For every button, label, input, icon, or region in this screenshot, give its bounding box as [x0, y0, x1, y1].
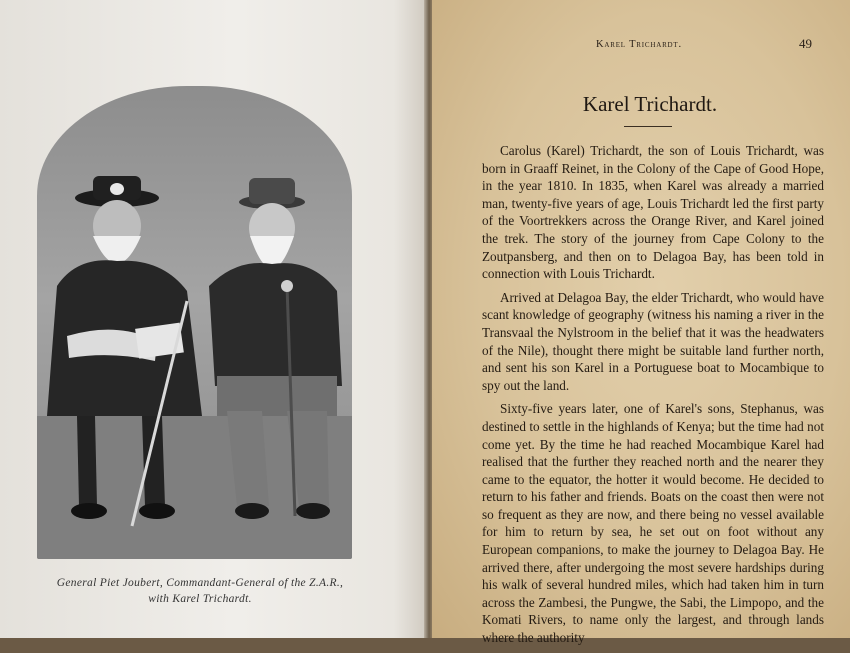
caption-line-1: General Piet Joubert, Commandant-General of the Z.A.R., — [56, 577, 344, 589]
caption-line-2: with Karel Trichardt. — [148, 593, 252, 605]
paragraph: Carolus (Karel) Trichardt, the son of Louis Trichardt, was born in Graaff Reinet, in the Colony of the Cape of Good Hope, in the year 1810. In 1835, when Karel was already a married man, twenty-five years of age, Louis Trichardt led the first party of the Voortrekkers across the Orange River, and Karel joined the trek. The story of the journey from Cape Colony to the Zoutpansberg, and then on to Delagoa Bay, has been told in connection with Louis Trichardt. — [482, 143, 824, 282]
page-number: 49 — [799, 36, 812, 51]
paragraph: Arrived at Delagoa Bay, the elder Trichardt, who would have scant knowledge of geography (witness his naming a river in the Transvaal the Nylstroom in the belief that it was the headwaters of the Nile), thought there might be suitable land further north, and sent his son Karel in a Portuguese boat to Mocambique to spy out the land. — [482, 289, 824, 393]
portrait-photograph — [37, 86, 352, 559]
paragraph: Sixty-five years later, one of Karel's sons, Stephanus, was destined to settle in the highlands of Kenya; but the time had not come yet. By the time he had reached Mocambique Karel had realised that the further they reached north and the nearer they came to the equator, the hotter it would become. He decided to return to his father and friends. Boats on the coast then were not so frequent as they are now, and there being no vessel available for him to return by sea, he set out on foot without any European companions, to make the journey to Delagoa Bay. He arrived there, after undergoing the most severe hardships during his walk of several hundred miles, which had taken him in turn across the Zambesi, the Pungwe, the Sabi, the Limpopo, and the Komati Rivers, to name only the largest, and through lands where the authority — [482, 401, 824, 646]
title-divider — [624, 126, 672, 127]
photo-caption — [10, 575, 390, 607]
photograph-illustration — [37, 86, 352, 559]
chapter-title: Karel Trichardt. — [582, 92, 718, 116]
running-head: Karel Trichardt. — [596, 39, 682, 50]
body-text — [482, 142, 824, 653]
left-page — [0, 0, 428, 638]
